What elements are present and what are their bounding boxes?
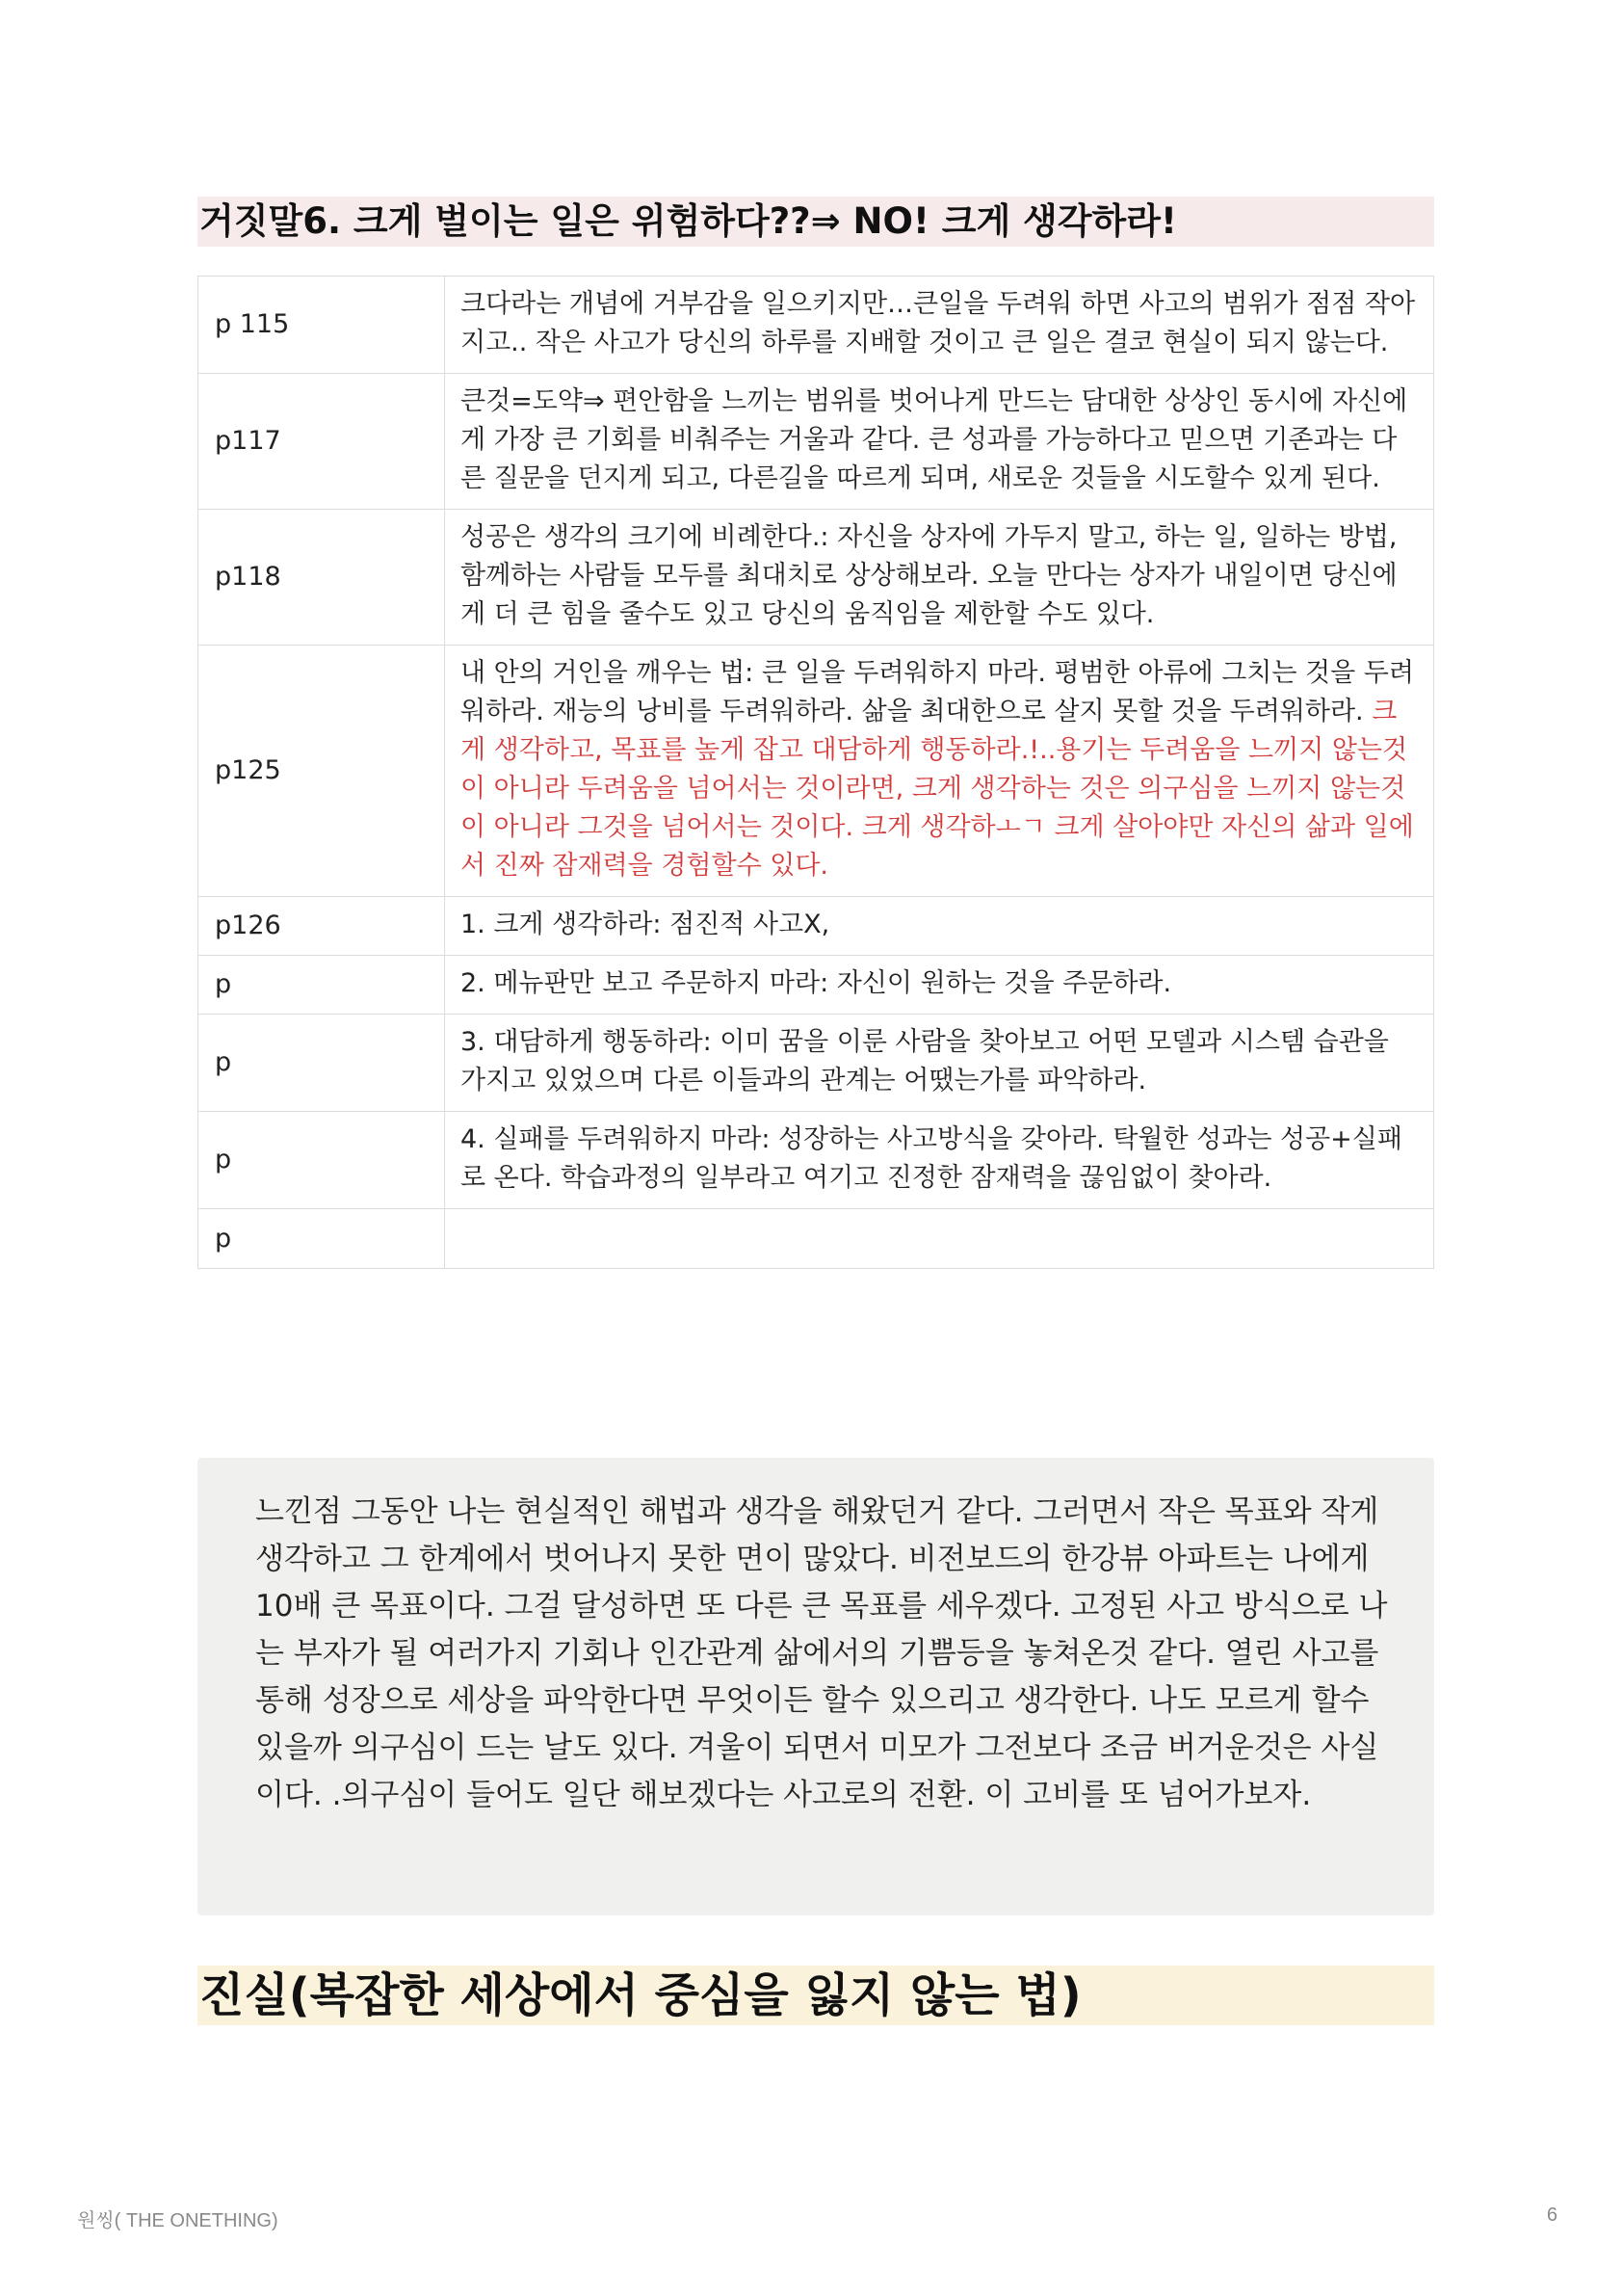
table-row bbox=[198, 510, 1434, 646]
section-heading-lie-6: 거짓말6. 크게 벌이는 일은 위험하다??⇒ NO! 크게 생각하라! bbox=[197, 197, 1434, 247]
highlighted-quote: 크게 생각하고, 목표를 높게 잡고 대담하게 행동하라.!..용기는 두려움을 느끼지 않는것이 아니라 두려움을 넘어서는 것이라면, 크게 생각하는 것은 의구심을 느끼지 않는것이 아니라 그것을 넘어서는 것이다. 크게 생각하ㅗㄱ 크게 살아야만 자신의 삶과 일에서 진짜 잠재력을 경험할수 있다. bbox=[460, 697, 1414, 881]
note-text bbox=[445, 956, 1434, 1015]
table-row bbox=[198, 646, 1434, 897]
page-reference: p118 bbox=[198, 510, 445, 646]
footer-page-number: 6 bbox=[1546, 2204, 1558, 2226]
table-row bbox=[198, 897, 1434, 956]
table-row bbox=[198, 956, 1434, 1015]
note-text bbox=[445, 374, 1434, 510]
page-reference: p125 bbox=[198, 646, 445, 897]
note-text bbox=[445, 1112, 1434, 1209]
note-body: 4. 실패를 두려워하지 마라: 성장하는 사고방식을 갖아라. 탁월한 성과는 성공+실패로 온다. 학습과정의 일부라고 여기고 진정한 잠재력을 끊임없이 찾아라. bbox=[460, 1124, 1402, 1193]
table-row bbox=[198, 374, 1434, 510]
page-reference: p bbox=[198, 1015, 445, 1112]
note-body: 성공은 생각의 크기에 비례한다.: 자신을 상자에 가두지 말고, 하는 일, 일하는 방법, 함께하는 사람들 모두를 최대치로 상상해보라. 오늘 만다는 상자가 내일이면 당신에게 더 큰 힘을 줄수도 있고 당신의 움직임을 제한할 수도 있다. bbox=[460, 522, 1398, 629]
footer-book-title: 원씽( THE ONETHING) bbox=[77, 2210, 278, 2231]
table-row bbox=[198, 277, 1434, 374]
note-body: 큰것=도약⇒ 편안함을 느끼는 범위를 벗어나게 만드는 담대한 상상인 동시에 자신에게 가장 큰 기회를 비춰주는 거울과 같다. 큰 성과를 가능하다고 믿으면 기존과는 다른 질문을 던지게 되고, 다른길을 따르게 되며, 새로운 것들을 시도할수 있게 된다. bbox=[460, 386, 1408, 493]
note-text bbox=[445, 646, 1434, 897]
table-row bbox=[198, 1015, 1434, 1112]
reflection-callout bbox=[197, 1458, 1434, 1915]
note-text bbox=[445, 510, 1434, 646]
note-body: 2. 메뉴판만 보고 주문하지 마라: 자신이 원하는 것을 주문하라. bbox=[460, 968, 1172, 998]
page-reference: p bbox=[198, 956, 445, 1015]
note-text bbox=[445, 897, 1434, 956]
note-body: 1. 크게 생각하라: 점진적 사고X, bbox=[460, 910, 830, 939]
note-text bbox=[445, 1209, 1434, 1269]
page-reference: p bbox=[198, 1209, 445, 1269]
note-text bbox=[445, 277, 1434, 374]
note-body: 3. 대담하게 행동하라: 이미 꿈을 이룬 사람을 찾아보고 어떤 모델과 시스템 습관을 가지고 있었으며 다른 이들과의 관계는 어땠는가를 파악하라. bbox=[460, 1027, 1389, 1095]
note-text bbox=[445, 1015, 1434, 1112]
table-row bbox=[198, 1112, 1434, 1209]
reflection-text: 느낀점 그동안 나는 현실적인 해법과 생각을 해왔던거 같다. 그러면서 작은 목표와 작게 생각하고 그 한계에서 벗어나지 못한 면이 많았다. 비전보드의 한강뷰 아파트는 나에게 10배 큰 목표이다. 그걸 달성하면 또 다른 큰 목표를 세우겠다. 고정된 사고 방식으로 나는 부자가 될 여러가지 기회나 인간관계 삶에서의 기쁨등을 놓쳐온것 같다. 열린 사고를 통해 성장으로 세상을 파악한다면 무엇이든 할수 있으리고 생각한다. 나도 모르게 할수 있을까 의구심이 드는 날도 있다. 겨울이 되면서 미모가 그전보다 조금 버거운것은 사실이다. .의구심이 들어도 일단 해보겠다는 사고로의 전환. 이 고비를 또 넘어가보자. bbox=[255, 1494, 1388, 1812]
note-body: 내 안의 거인을 깨우는 법: 큰 일을 두려워하지 마라. 평범한 아류에 그치는 것을 두려워하라. 재능의 낭비를 두려워하라. 삶을 최대한으로 살지 못할 것을 두려워하라. bbox=[460, 658, 1414, 726]
page-reference: p126 bbox=[198, 897, 445, 956]
page-reference: p 115 bbox=[198, 277, 445, 374]
reading-notes-table bbox=[197, 276, 1434, 1269]
page-reference: p117 bbox=[198, 374, 445, 510]
note-body: 크다라는 개념에 거부감을 일으키지만…큰일을 두려워 하면 사고의 범위가 점점 작아지고.. 작은 사고가 당신의 하루를 지배할 것이고 큰 일은 결코 현실이 되지 않는다. bbox=[460, 289, 1416, 357]
page-reference: p bbox=[198, 1112, 445, 1209]
section-heading-truth: 진실(복잡한 세상에서 중심을 잃지 않는 법) bbox=[197, 1966, 1434, 2025]
table-row bbox=[198, 1209, 1434, 1269]
